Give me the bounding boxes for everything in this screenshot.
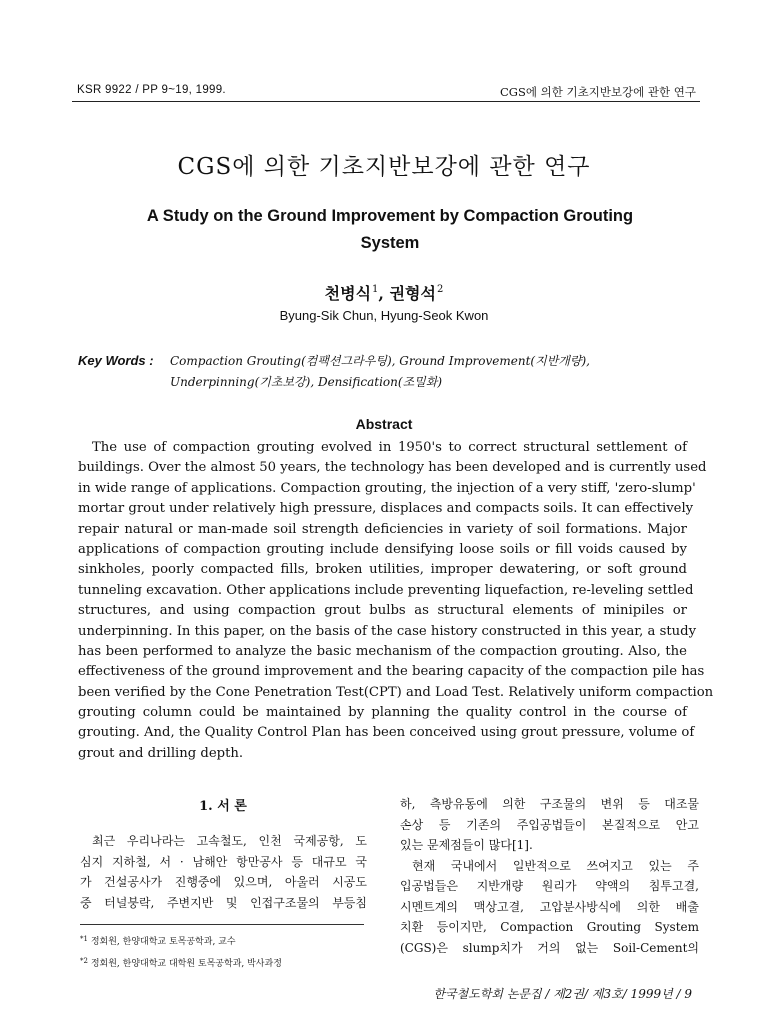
- abstract-line: grouting column could be maintained by planning the quality control in the course of: [78, 705, 687, 721]
- body-line: 가 건설공사가 진행중에 있으며, 아울러 시공도: [80, 875, 367, 889]
- body-line: 손상 등 기존의 주입공법들이 본질적으로 안고: [400, 817, 699, 832]
- abstract-line: been verified by the Cone Penetration Test(CPT) and Load Test. Relatively uniform compaction: [78, 684, 714, 700]
- authors-english: Byung-Sik Chun, Hyung-Seok Kwon: [279, 308, 489, 323]
- author-2-mark: 2: [436, 284, 444, 295]
- footnote: [80, 930, 380, 952]
- footnote-text: 정회원, 한양대학교 대학원 토목공학과, 박사과정: [90, 959, 282, 969]
- abstract-line: underpinning. In this paper, on the basis of the case history constructed in this year, a study: [78, 623, 697, 639]
- authors-korean: [0, 281, 768, 304]
- body-line: 시멘트계의 맥상고결, 고압분사방식에 의한 배출: [400, 899, 699, 914]
- body-line: 있는 문제점들이 많다[1].: [400, 838, 533, 852]
- section-heading: 1. 서 론: [199, 799, 247, 814]
- body-line: (CGS)은 slump치가 거의 없는 Soil-Cement의: [400, 940, 699, 955]
- abstract-heading: Abstract: [355, 416, 413, 432]
- header-rule: [72, 101, 700, 102]
- body-line: 치환 등이지만, Compaction Grouting System: [400, 920, 699, 934]
- abstract-line: The use of compaction grouting evolved in 1950's to correct structural settlement of: [92, 440, 687, 455]
- running-header-title: CGS에 의한 기초지반보강에 관한 연구: [499, 85, 696, 99]
- title-korean: CGS에 의한 기초지반보강에 관한 연구: [177, 154, 591, 180]
- body-line: 입공법들은 지반개량 원리가 약액의 침투고결,: [400, 879, 699, 893]
- body-column-left: [80, 831, 367, 913]
- body-line: 하, 측방유동에 의한 구조물의 변위 등 대조물: [400, 797, 699, 811]
- footnote-mark: *1: [80, 935, 88, 943]
- body-line: 최근 우리나라는 고속철도, 인천 국제공항, 도: [92, 834, 367, 848]
- abstract-line: has been performed to analyze the basic mechanism of the compaction grouting. Also, the: [78, 643, 687, 659]
- author-2-name: 권형석: [389, 284, 436, 303]
- body-line: 심지 지하철, 서 · 남해안 항만공사 등 대규모 국: [80, 854, 367, 869]
- abstract-line: repair natural or man-made soil strength deficiencies in variety of soil formations. Major: [78, 521, 687, 537]
- abstract-line: sinkholes, poorly compacted fills, broken utilities, improper dewatering, or soft ground: [78, 562, 687, 578]
- abstract-line: in wide range of applications. Compaction grouting, the injection of a very stiff, 'zero-slump': [78, 480, 696, 496]
- footnote: [80, 952, 380, 974]
- keywords-line: Underpinning(기초보강), Densification(조밀화): [170, 375, 443, 389]
- abstract-line: mortar grout under relatively high pressure, displaces and compacts soils. It can effectively: [78, 501, 694, 517]
- author-1-name: 천병식: [324, 284, 372, 303]
- title-english: A Study on the Ground Improvement by Compaction Grouting System: [146, 207, 634, 252]
- footnote-rule: [80, 924, 364, 925]
- keywords-line: Compaction Grouting(컴팩션그라우팅), Ground Improvement(지반개량),: [170, 354, 590, 368]
- abstract-line: effectiveness of the ground improvement and the bearing capacity of the compaction pile has: [78, 664, 705, 680]
- footnotes: [80, 930, 380, 974]
- page-footer: 한국철도학회 논문집 / 제2권/ 제3호/ 1999년 / 9: [433, 987, 692, 1001]
- body-line: 현재 국내에서 일반적으로 쓰여지고 있는 주: [412, 858, 699, 873]
- body-line: 중 터널붕락, 주변지반 및 인접구조물의 부등침: [80, 895, 367, 910]
- keywords-block: [78, 350, 708, 393]
- footnote-mark: *2: [80, 957, 88, 965]
- abstract-line: buildings. Over the almost 50 years, the technology has been developed and is currently used: [78, 460, 707, 476]
- running-header-citation: KSR 9922 / PP 9~19, 1999.: [77, 84, 226, 96]
- footnote-text: 정회원, 한양대학교 토목공학과, 교수: [90, 937, 236, 947]
- abstract-body: [78, 438, 714, 764]
- keywords-label: Key Words :: [78, 353, 154, 368]
- abstract-line: grouting. And, the Quality Control Plan has been conceived using grout pressure, volume of: [78, 725, 695, 741]
- abstract-line: tunneling excavation. Other applications include preventing liquefaction, re-leveling settled: [78, 582, 694, 598]
- abstract-line: grout and drilling depth.: [78, 745, 244, 761]
- abstract-line: structures, and using compaction grout bulbs as structural elements of minipiles or: [78, 603, 687, 619]
- author-1-mark: 1: [372, 284, 379, 295]
- author-separator: ,: [378, 284, 390, 303]
- body-column-right: [400, 794, 699, 958]
- abstract-line: applications of compaction grouting include densifying loose soils or fill voids caused by: [78, 541, 687, 557]
